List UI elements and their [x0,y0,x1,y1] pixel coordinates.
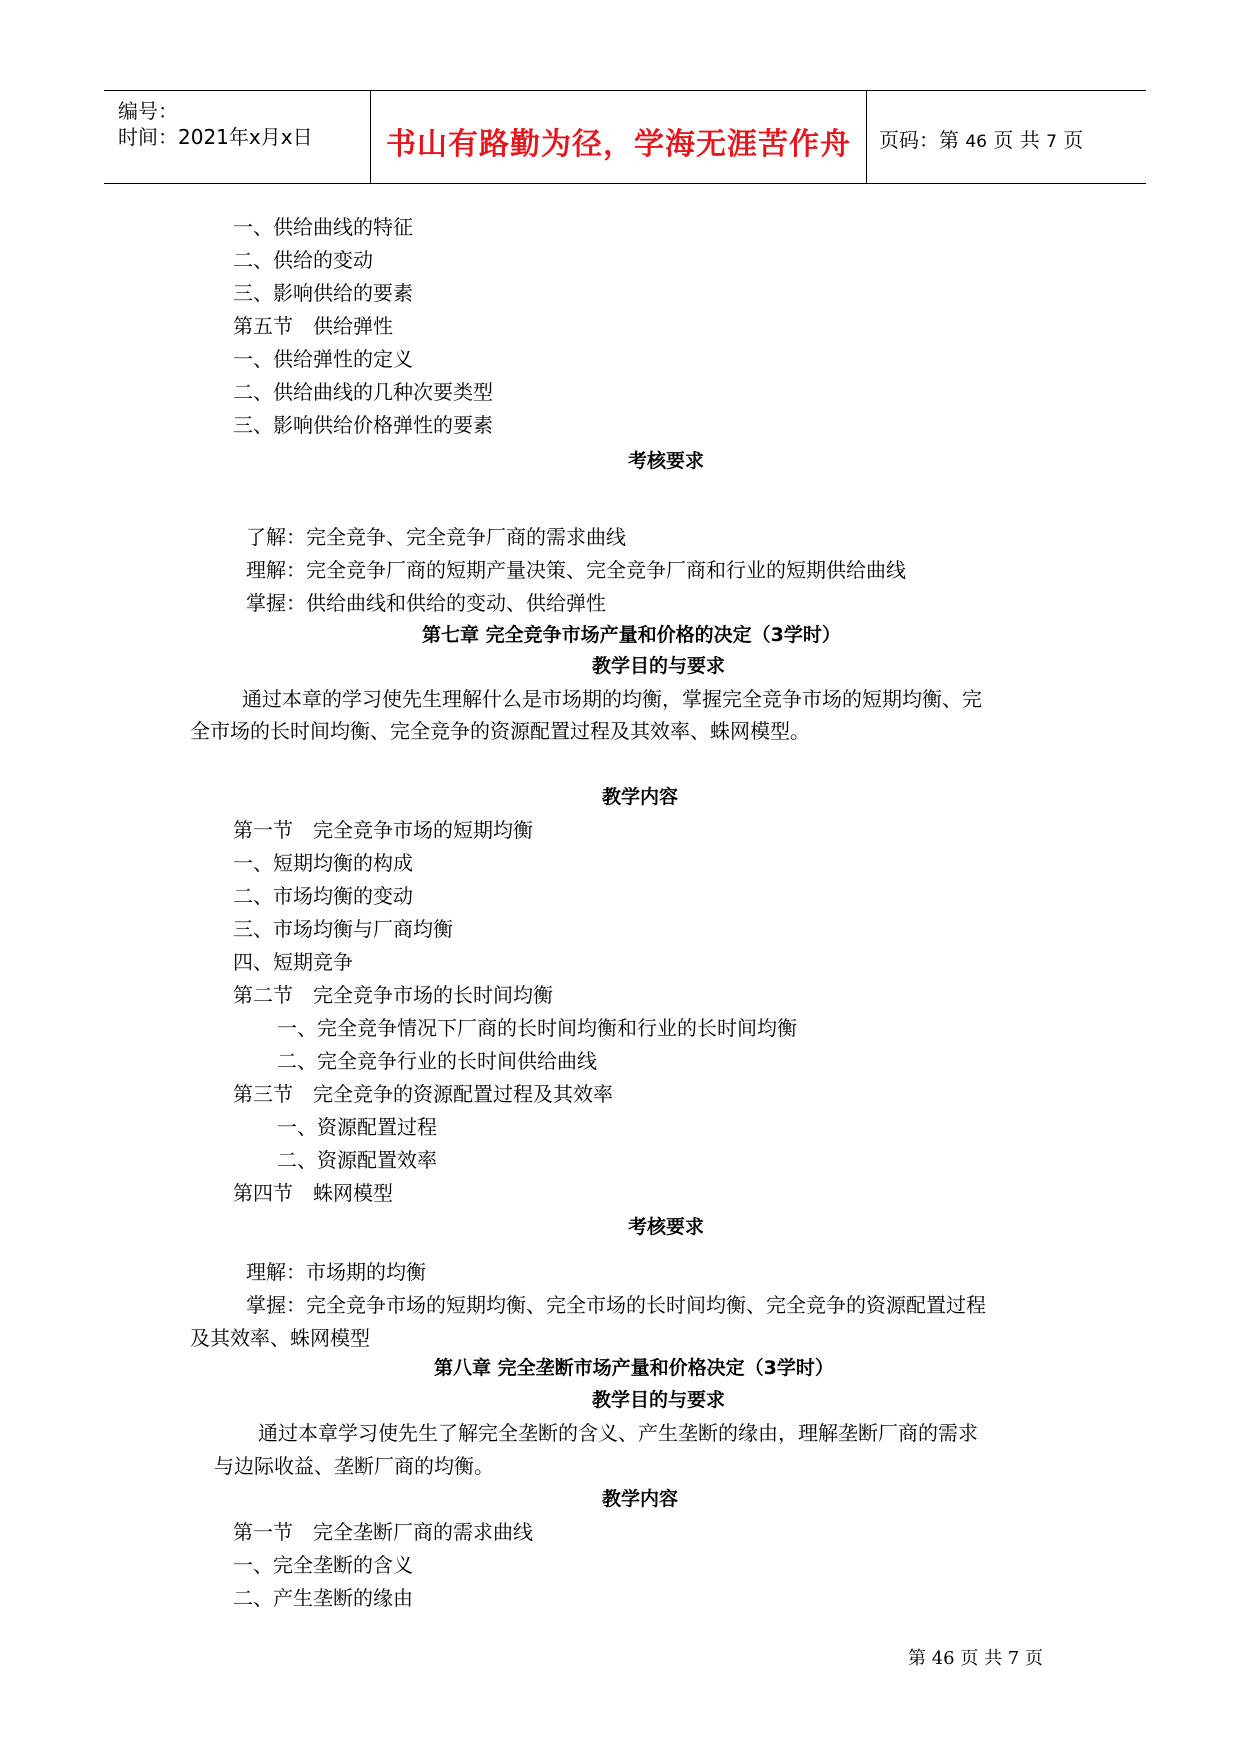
content-heading: 教学内容 [602,1488,679,1510]
page-middle: 页 共 [993,128,1040,152]
page-footer: 第 46 页 共 7 页 [908,1648,1043,1669]
body-line: 一、完全竞争情况下厂商的长时间均衡和行业的长时间均衡 [277,1016,797,1040]
paragraph-line: 全市场的长时间均衡、完全竞争的资源配置过程及其效率、蛛网模型。 [190,719,810,743]
body-line: 三、影响供给的要素 [233,281,413,305]
section-heading: 第一节 完全垄断厂商的需求曲线 [233,1520,533,1544]
document-time: 时间：2021年x月x日 [118,125,313,149]
assessment-heading: 考核要求 [628,1216,705,1238]
paragraph-line: 与边际收益、垄断厂商的均衡。 [214,1454,494,1478]
chapter-title: 第七章 完全竞争市场产量和价格的决定（3学时） [422,624,841,646]
body-line: 二、供给曲线的几种次要类型 [233,380,493,404]
body-line: 一、短期均衡的构成 [233,851,413,875]
body-line: 二、市场均衡的变动 [233,884,413,908]
content-heading: 教学内容 [602,786,679,808]
paragraph-line: 及其效率、蛛网模型 [190,1326,370,1350]
body-line: 一、供给曲线的特征 [233,215,413,239]
body-line: 二、资源配置效率 [277,1148,437,1172]
section-heading: 第二节 完全竞争市场的长时间均衡 [233,983,553,1007]
page-prefix: 页码：第 [879,128,959,152]
paragraph-line: 通过本章的学习使先生理解什么是市场期的均衡，掌握完全竞争市场的短期均衡、完 [242,687,982,711]
assessment-heading: 考核要求 [628,450,705,472]
body-line: 二、完全竞争行业的长时间供给曲线 [277,1049,597,1073]
body-line: 三、影响供给价格弹性的要素 [233,413,493,437]
body-line: 理解：市场期的均衡 [246,1260,426,1284]
body-line: 四、短期竞争 [233,950,353,974]
section-heading: 第一节 完全竞争市场的短期均衡 [233,818,533,842]
objectives-heading: 教学目的与要求 [592,1389,726,1411]
paragraph-line: 通过本章学习使先生了解完全垄断的含义、产生垄断的缘由，理解垄断厂商的需求 [258,1421,978,1445]
paragraph-line: 掌握：完全竞争市场的短期均衡、完全市场的长时间均衡、完全竞争的资源配置过程 [246,1293,986,1317]
page-total: 7 [1046,132,1057,152]
section-heading: 第四节 蛛网模型 [233,1181,393,1205]
body-line: 一、资源配置过程 [277,1115,437,1139]
body-line: 一、供给弹性的定义 [233,347,413,371]
body-line: 一、完全垄断的含义 [233,1553,413,1577]
body-line: 掌握：供给曲线和供给的变动、供给弹性 [246,591,606,615]
document-number-label: 编号： [118,99,178,123]
objectives-heading: 教学目的与要求 [592,655,726,677]
section-heading: 第五节 供给弹性 [233,314,393,338]
body-line: 二、产生垄断的缘由 [233,1586,413,1610]
body-line: 了解：完全竞争、完全竞争厂商的需求曲线 [246,525,626,549]
chapter-title: 第八章 完全垄断市场产量和价格决定（3学时） [434,1357,834,1379]
body-line: 三、市场均衡与厂商均衡 [233,917,453,941]
page-number: 46 [965,132,987,152]
body-line: 理解：完全竞争厂商的短期产量决策、完全竞争厂商和行业的短期供给曲线 [246,558,906,582]
page-suffix: 页 [1063,128,1084,152]
body-line: 二、供给的变动 [233,248,373,272]
header-motto: 书山有路勤为径，学海无涯苦作舟 [386,127,851,162]
section-heading: 第三节 完全竞争的资源配置过程及其效率 [233,1082,613,1106]
